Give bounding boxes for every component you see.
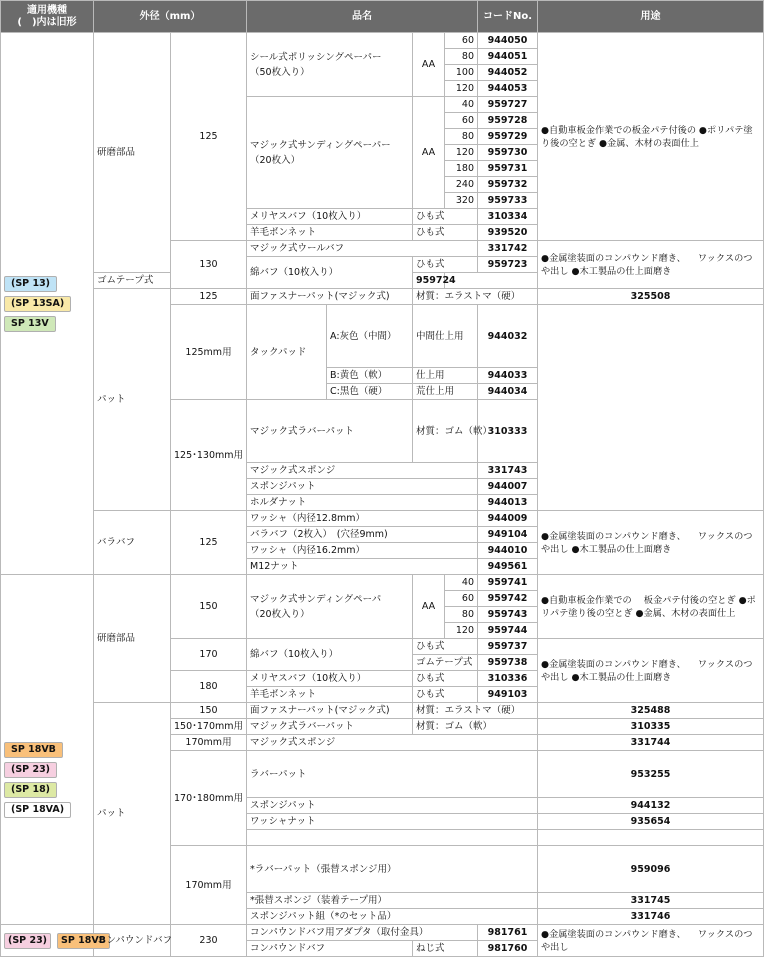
spec-cell: 中間仕上用 bbox=[413, 305, 478, 368]
usage-cell: ●自動車板金作業での 板金パテ付後の空とぎ ●ポリパテ塗り後の空とぎ ●金属、木材の表面仕上 bbox=[538, 575, 764, 639]
grit-cell: 240 bbox=[445, 177, 478, 193]
grit-cell: 80 bbox=[445, 129, 478, 145]
code-cell: 944034 bbox=[478, 384, 538, 400]
diameter-cell: 125 bbox=[171, 289, 247, 305]
product-name: 面ファスナーパット(マジック式) bbox=[247, 289, 413, 305]
code-cell: 935654 bbox=[538, 814, 764, 830]
code-cell: 331745 bbox=[538, 893, 764, 909]
category-cell: コンパウンドバフ bbox=[94, 925, 171, 957]
grit-cell: 60 bbox=[445, 113, 478, 129]
product-name: マジック式サンディングペーパ （20枚入り） bbox=[247, 575, 413, 639]
usage-cell: ●金属塗装面のコンパウンド磨き、 ワックスのつや出し ●木工製品の仕上面磨き bbox=[538, 639, 764, 703]
diameter-cell: 170mm用 bbox=[171, 846, 247, 925]
category-cell: 研磨部品 bbox=[94, 575, 171, 703]
code-cell bbox=[538, 830, 764, 846]
model-badge: (SP 18VA) bbox=[4, 802, 71, 818]
code-cell: 949561 bbox=[478, 559, 538, 575]
code-cell: 959742 bbox=[478, 591, 538, 607]
diameter-cell: 150･170mm用 bbox=[171, 719, 247, 735]
header-models-line1: 適用機種 bbox=[27, 4, 67, 16]
model-badge: (SP 13) bbox=[4, 276, 57, 292]
code-cell: 959737 bbox=[478, 639, 538, 655]
diameter-cell: 170mm用 bbox=[171, 735, 247, 751]
spec-cell: ねじ式 bbox=[413, 941, 478, 957]
code-cell: 959729 bbox=[478, 129, 538, 145]
product-name: マジック式ラバーパット bbox=[247, 719, 413, 735]
code-cell: 944010 bbox=[478, 543, 538, 559]
header-usage: 用途 bbox=[538, 1, 764, 33]
code-cell: 981760 bbox=[478, 941, 538, 957]
spec-cell: 材質：ゴム（軟） bbox=[413, 400, 478, 463]
product-name: シール式ポリッシングペーパー （50枚入り） bbox=[247, 33, 413, 97]
code-cell: 959741 bbox=[478, 575, 538, 591]
code-cell: 959724 bbox=[413, 273, 445, 289]
usage-cell: ●自動車板金作業での板金パテ付後の ●ポリパテ塗り後の空とぎ ●金属、木材の表面仕上 bbox=[538, 33, 764, 241]
spec-cell: ひも式 bbox=[413, 687, 478, 703]
model-badge: SP 18VB bbox=[57, 933, 110, 949]
spec-cell: 材質：エラストマ（硬） bbox=[413, 703, 538, 719]
code-cell: 959723 bbox=[478, 257, 538, 273]
header-models-line2: ( )内は旧形 bbox=[17, 16, 77, 28]
models-cell-sp23 bbox=[1, 925, 106, 957]
code-cell: 959733 bbox=[478, 193, 538, 209]
code-cell: 959743 bbox=[478, 607, 538, 623]
spec-cell: AA bbox=[413, 575, 445, 639]
code-cell: 331743 bbox=[478, 463, 538, 479]
diameter-cell: 125mm用 bbox=[171, 305, 247, 400]
usage-cell: ●金属塗装面のコンパウンド磨き、 ワックスのつや出し bbox=[538, 925, 764, 957]
grit-cell: 180 bbox=[445, 161, 478, 177]
category-cell: パット bbox=[94, 289, 171, 511]
product-name: *ラバーパット（張替スポンジ用） bbox=[247, 846, 538, 893]
spec-cell: ひも式 bbox=[413, 225, 478, 241]
diameter-cell: 125 bbox=[171, 511, 247, 575]
code-cell: 944007 bbox=[478, 479, 538, 495]
product-name: コンパウンドバフ bbox=[247, 941, 413, 957]
code-cell: 944050 bbox=[478, 33, 538, 49]
product-name: マジック式ウールバフ bbox=[247, 241, 478, 257]
category-cell: 研磨部品 bbox=[94, 33, 171, 273]
code-cell: 949104 bbox=[478, 527, 538, 543]
code-cell: 939520 bbox=[478, 225, 538, 241]
product-name: タックパッド bbox=[247, 305, 327, 400]
product-name bbox=[247, 830, 538, 846]
spec-cell: ゴムテープ式 bbox=[413, 655, 478, 671]
product-name: マジック式スポンジ bbox=[247, 463, 478, 479]
spec-cell: ゴムテープ式 bbox=[94, 273, 247, 289]
code-cell: 310334 bbox=[478, 209, 538, 225]
code-cell: 944013 bbox=[478, 495, 538, 511]
code-cell: 959744 bbox=[478, 623, 538, 639]
diameter-cell: 125･130mm用 bbox=[171, 400, 247, 511]
code-cell: 944053 bbox=[478, 81, 538, 97]
diameter-cell: 230 bbox=[171, 925, 247, 957]
grit-cell: 320 bbox=[445, 193, 478, 209]
grit-cell: 120 bbox=[445, 81, 478, 97]
code-cell: 325508 bbox=[538, 289, 764, 305]
code-cell: 944032 bbox=[478, 305, 538, 368]
diameter-cell: 170 bbox=[171, 639, 247, 671]
code-cell: 331744 bbox=[538, 735, 764, 751]
code-cell: 959738 bbox=[478, 655, 538, 671]
spec-cell: ひも式 bbox=[413, 257, 478, 273]
spec-cell: AA bbox=[413, 33, 445, 97]
code-cell: 944051 bbox=[478, 49, 538, 65]
product-name: 羊毛ボンネット bbox=[247, 687, 413, 703]
spec-cell: 材質：ゴム（軟） bbox=[413, 719, 538, 735]
model-badge: (SP 23) bbox=[4, 762, 57, 778]
product-name: メリヤスバフ（10枚入り） bbox=[247, 209, 413, 225]
models-cell-sp13 bbox=[1, 33, 94, 575]
product-name: ホルダナット bbox=[247, 495, 478, 511]
grit-cell: 80 bbox=[445, 49, 478, 65]
tack-variant: C:黒色（硬） bbox=[327, 384, 413, 400]
product-name: スポンジパット bbox=[247, 798, 538, 814]
code-cell: 949103 bbox=[478, 687, 538, 703]
product-name: コンパウンドバフ用アダプタ（取付金具） bbox=[247, 925, 478, 941]
spec-cell: 荒仕上用 bbox=[413, 384, 478, 400]
header-code: コードNo. bbox=[478, 1, 538, 33]
header-name: 品名 bbox=[247, 1, 478, 33]
usage-cell: ●金属塗装面のコンパウンド磨き、 ワックスのつや出し ●木工製品の仕上面磨き bbox=[538, 241, 764, 289]
code-cell: 959096 bbox=[538, 846, 764, 893]
code-cell: 981761 bbox=[478, 925, 538, 941]
spec-cell: ひも式 bbox=[413, 639, 478, 655]
model-badge: (SP 18) bbox=[4, 782, 57, 798]
tack-variant: B:黄色（軟） bbox=[327, 368, 413, 384]
product-name: メリヤスバフ（10枚入り） bbox=[247, 671, 413, 687]
product-name: スポンジパット組（*のセット品） bbox=[247, 909, 538, 925]
code-cell: 310333 bbox=[478, 400, 538, 463]
grit-cell: 120 bbox=[445, 145, 478, 161]
models-cell-sp18 bbox=[1, 575, 94, 925]
code-cell: 310335 bbox=[538, 719, 764, 735]
code-cell: 959730 bbox=[478, 145, 538, 161]
diameter-cell: 170･180mm用 bbox=[171, 751, 247, 846]
product-name: ワッシャナット bbox=[247, 814, 538, 830]
diameter-cell: 150 bbox=[171, 703, 247, 719]
spec-cell: ひも式 bbox=[413, 671, 478, 687]
model-badge: SP 13V bbox=[4, 316, 56, 332]
grit-cell: 80 bbox=[445, 607, 478, 623]
product-name: 綿バフ（10枚入り） bbox=[247, 257, 413, 289]
product-name: 羊毛ボンネット bbox=[247, 225, 413, 241]
code-cell: 944009 bbox=[478, 511, 538, 527]
product-name: マジック式スポンジ bbox=[247, 735, 538, 751]
diameter-cell: 125 bbox=[171, 33, 247, 241]
product-name: マジック式ラバーパット bbox=[247, 400, 413, 463]
product-name: ワッシャ（内径16.2mm） bbox=[247, 543, 478, 559]
product-name: バラバフ（2枚入） (穴径9mm) bbox=[247, 527, 478, 543]
code-cell: 310336 bbox=[478, 671, 538, 687]
model-badge: (SP 23) bbox=[4, 933, 51, 949]
spec-cell: AA bbox=[413, 97, 445, 209]
code-cell: 953255 bbox=[538, 751, 764, 798]
diameter-cell: 150 bbox=[171, 575, 247, 639]
spec-cell: ひも式 bbox=[413, 209, 478, 225]
code-cell: 944033 bbox=[478, 368, 538, 384]
code-cell: 959732 bbox=[478, 177, 538, 193]
product-name: ラバーパット bbox=[247, 751, 538, 798]
header-models bbox=[1, 1, 94, 33]
usage-cell: ●金属塗装面のコンパウンド磨き、 ワックスのつや出し ●木工製品の仕上面磨き bbox=[538, 511, 764, 575]
code-cell: 959727 bbox=[478, 97, 538, 113]
grit-cell: 60 bbox=[445, 33, 478, 49]
product-name: 綿バフ（10枚入り） bbox=[247, 639, 413, 671]
model-badge: SP 18VB bbox=[4, 742, 63, 758]
category-cell: パット bbox=[94, 703, 171, 925]
product-name: 面ファスナーパット(マジック式) bbox=[247, 703, 413, 719]
model-badge: (SP 13SA) bbox=[4, 296, 71, 312]
spec-cell: 材質：エラストマ（硬） bbox=[413, 289, 538, 305]
spec-cell: 仕上用 bbox=[413, 368, 478, 384]
tack-variant: A:灰色（中間） bbox=[327, 305, 413, 368]
code-cell: 331746 bbox=[538, 909, 764, 925]
product-name: *張替スポンジ（装着テープ用） bbox=[247, 893, 538, 909]
diameter-cell: 130 bbox=[171, 241, 247, 289]
product-name: M12ナット bbox=[247, 559, 478, 575]
grit-cell: 40 bbox=[445, 575, 478, 591]
grit-cell: 120 bbox=[445, 623, 478, 639]
category-cell: バラバフ bbox=[94, 511, 171, 575]
grit-cell: 60 bbox=[445, 591, 478, 607]
product-name: スポンジパット bbox=[247, 479, 478, 495]
product-name: マジック式サンディングペーパー （20枚入） bbox=[247, 97, 413, 209]
grit-cell: 40 bbox=[445, 97, 478, 113]
grit-cell: 100 bbox=[445, 65, 478, 81]
diameter-cell: 180 bbox=[171, 671, 247, 703]
header-diameter: 外径（mm） bbox=[94, 1, 247, 33]
product-name: ワッシャ（内径12.8mm） bbox=[247, 511, 478, 527]
code-cell: 959728 bbox=[478, 113, 538, 129]
code-cell: 959731 bbox=[478, 161, 538, 177]
code-cell: 331742 bbox=[478, 241, 538, 257]
code-cell: 325488 bbox=[538, 703, 764, 719]
code-cell: 944052 bbox=[478, 65, 538, 81]
code-cell: 944132 bbox=[538, 798, 764, 814]
